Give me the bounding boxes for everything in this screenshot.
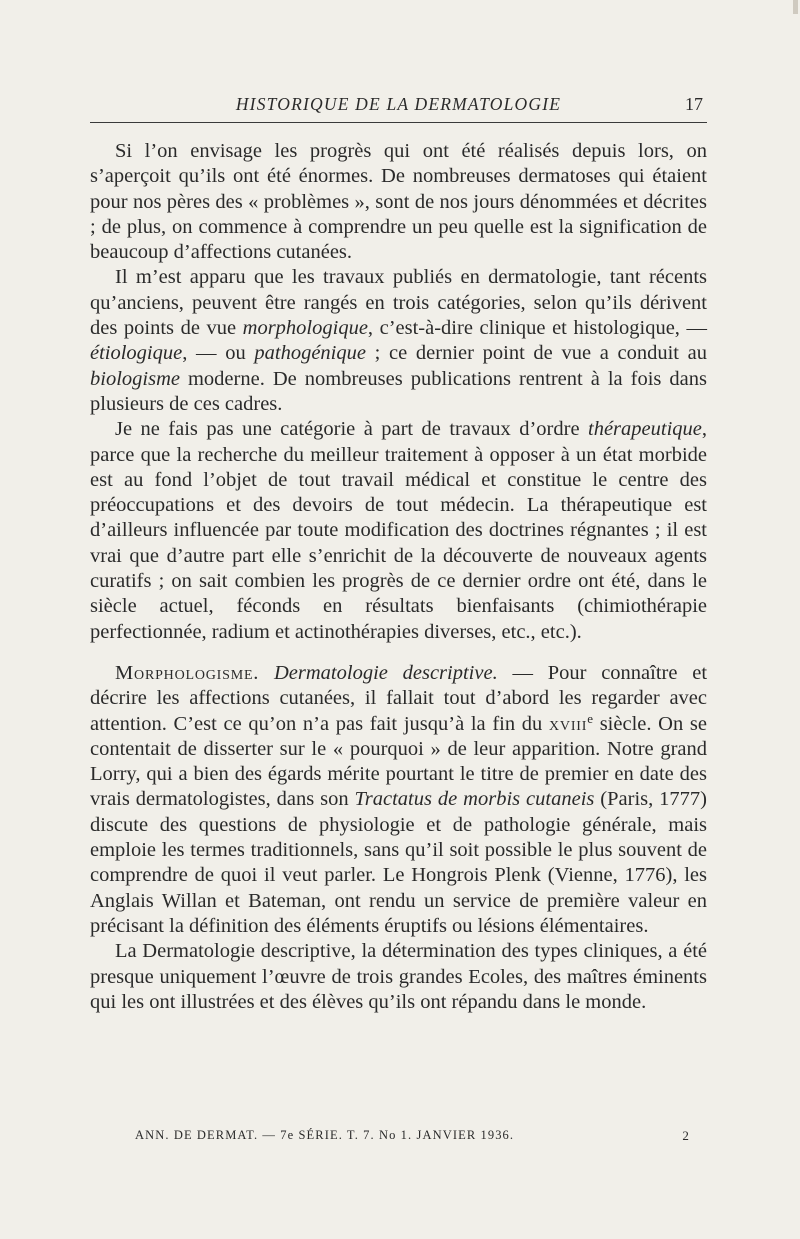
p3-italic-therapeutique: thérapeutique [588, 418, 702, 441]
p2-italic-morphologique: morphologique [242, 317, 368, 340]
p2-text-5: moderne. De nombreuses publications rentrent à la fois dans plusieurs de ces cadres. [90, 367, 707, 415]
p2-italic-pathogenique: pathogénique [254, 342, 366, 365]
signature-mark: 2 [682, 1128, 690, 1143]
p2-text-4: ; ce dernier point de vue a conduit au [365, 342, 708, 365]
footer-line [135, 1128, 690, 1143]
paragraph-1: Si l’on envisage les progrès qui ont été réalisés depuis lors, on s’aperçoit qu’ils ont été énormes. De nombreuses dermatoses qui étaient pour nos pères des « problèmes », sont de nos jours dénommées et décrites ; de plus, on commence à comprendre un peu quelle est la signification de beaucoup d’affections cutanées. [90, 140, 707, 264]
paragraph-4 [90, 661, 707, 939]
p4-italic-tractatus: Tractatus de morbis cutaneis [354, 788, 595, 811]
section-heading-italic: Dermatologie descriptive. [274, 661, 498, 684]
p2-text-3: , — ou [182, 342, 255, 365]
p4-text-2: siècle. On se contentait de disserter sur le « pourquoi » de leur apparition. Notre grand Lorry, qui a bien des égards mérite pourtant le titre de premier en date des vrais dermatologistes, dans son [90, 712, 707, 811]
paragraph-2 [90, 265, 707, 417]
p2-italic-etiologique: étiologique [90, 342, 183, 365]
paragraph-5: La Dermatologie descriptive, la détermination des types cliniques, a été presque uniquement l’œuvre de trois grandes Ecoles, des maîtres éminents qui les ont illustrées et des élèves qu’ils ont répandu dans le monde. [90, 940, 707, 1013]
p2-italic-biologisme: biologisme [90, 367, 180, 390]
p4-text-1: — Pour connaître et décrire les affections cutanées, il fallait tout d’abord les regarder avec attention. C’est ce qu’on n’a pas fait jusqu’à la fin du [90, 661, 708, 735]
page-edge-mark [793, 0, 798, 14]
running-head [90, 88, 707, 123]
journal-citation: ANN. DE DERMAT. — 7e SÉRIE. T. 7. No 1. JANVIER 1936. [135, 1128, 515, 1142]
running-title: HISTORIQUE DE LA DERMATOLOGIE [235, 94, 562, 114]
body-text [90, 139, 707, 1015]
paragraph-3 [90, 417, 707, 645]
century-numeral: xviii [549, 712, 588, 735]
p2-text-1: Il m’est apparu que les travaux publiés en dermatologie, tant récents qu’anciens, peuvent être rangés en trois catégories, selon qu’ils dérivent des points de vue [90, 266, 707, 340]
section-heading: Morphologisme. [115, 661, 260, 684]
p3-text-1: Je ne fais pas une catégorie à part de travaux d’ordre [115, 418, 588, 441]
p2-text-2: , c’est-à-dire clinique et histologique, — [367, 317, 707, 340]
century-superscript: e [587, 710, 593, 726]
p4-text-3: (Paris, 1777) discute des questions de physiologie et de pathologie générale, mais emploie les termes traditionnels, sans qu’il soit possible le plus souvent de comprendre de quoi il veut parler. Le Hongrois Plenk (Vienne, 1776), les Anglais Willan et Bateman, ont rendu un service de première valeur en précisant la définition des éléments éruptifs ou lésions élémentaires. [90, 788, 707, 937]
p3-text-2: , parce que la recherche du meilleur traitement à opposer à un état morbide est au fond l’objet de tout travail médical et constitue le centre des préoccupations et des devoirs de tout médecin. La thérapeutique est d’ailleurs influencée par toute modification des doctrines régnantes ; il est vrai que d’autre part elle s’enrichit de la découverte de nouveaux agents curatifs ; on sait combien les progrès de ce dernier ordre ont été, dans le siècle actuel, féconds en résultats bienfaisants (chimiothérapie perfectionnée, radium et actinothérapies diverses, etc., etc.). [90, 418, 707, 643]
page-number: 17 [685, 94, 703, 114]
